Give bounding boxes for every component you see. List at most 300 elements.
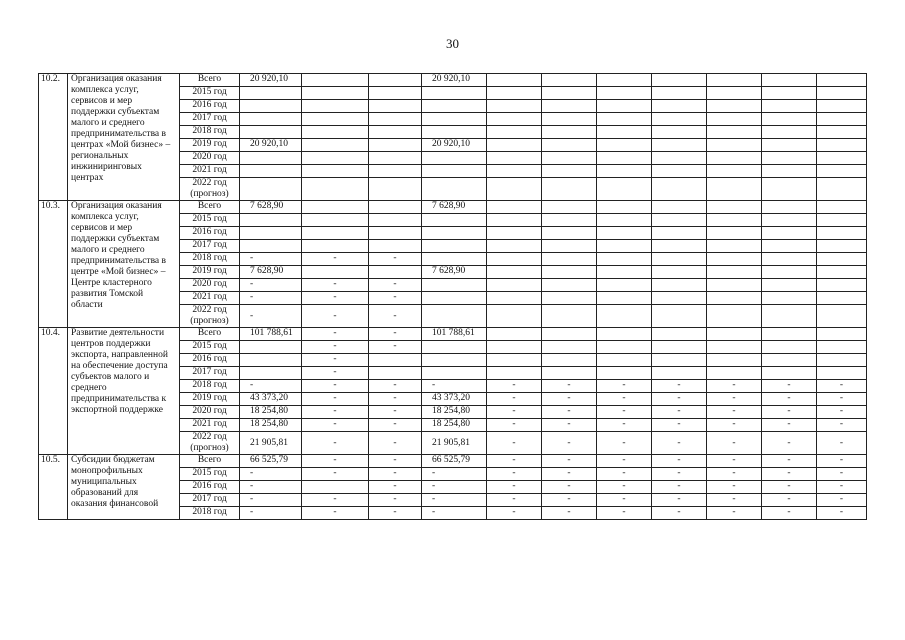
value-cell: -: [369, 419, 422, 432]
value-cell: [597, 152, 652, 165]
value-cell: -: [817, 380, 867, 393]
year-cell: 2017 год: [180, 367, 240, 380]
value-cell: [240, 178, 302, 201]
value-cell: [597, 292, 652, 305]
value-cell: [762, 139, 817, 152]
value-cell: 18 254,80: [422, 406, 487, 419]
value-cell: [542, 227, 597, 240]
value-cell: [652, 139, 707, 152]
year-cell: 2019 год: [180, 139, 240, 152]
value-cell: [542, 305, 597, 328]
value-cell: -: [487, 468, 542, 481]
value-cell: -: [302, 367, 369, 380]
value-cell: -: [369, 328, 422, 341]
value-cell: -: [597, 380, 652, 393]
value-cell: 7 628,90: [240, 201, 302, 214]
year-cell: 2017 год: [180, 494, 240, 507]
value-cell: -: [487, 455, 542, 468]
year-cell: 2018 год: [180, 507, 240, 520]
value-cell: -: [707, 393, 762, 406]
year-cell: 2015 год: [180, 341, 240, 354]
value-cell: [817, 227, 867, 240]
value-cell: -: [597, 406, 652, 419]
value-cell: [597, 74, 652, 87]
value-cell: [762, 253, 817, 266]
value-cell: -: [597, 393, 652, 406]
value-cell: [369, 201, 422, 214]
value-cell: [369, 367, 422, 380]
value-cell: [422, 305, 487, 328]
year-cell: 2019 год: [180, 393, 240, 406]
year-cell: 2022 год (прогноз): [180, 178, 240, 201]
value-cell: [542, 240, 597, 253]
value-cell: [762, 292, 817, 305]
value-cell: [762, 305, 817, 328]
value-cell: -: [542, 507, 597, 520]
value-cell: [422, 367, 487, 380]
value-cell: [302, 152, 369, 165]
value-cell: [652, 87, 707, 100]
value-cell: [817, 214, 867, 227]
value-cell: [302, 100, 369, 113]
value-cell: [369, 87, 422, 100]
value-cell: [597, 227, 652, 240]
value-cell: [817, 240, 867, 253]
value-cell: [369, 227, 422, 240]
value-cell: [369, 266, 422, 279]
value-cell: [487, 279, 542, 292]
value-cell: -: [762, 455, 817, 468]
value-cell: [762, 165, 817, 178]
value-cell: [487, 100, 542, 113]
value-cell: [422, 214, 487, 227]
value-cell: [542, 292, 597, 305]
value-cell: -: [542, 455, 597, 468]
value-cell: [597, 139, 652, 152]
program-funding-table: [38, 73, 867, 520]
value-cell: [542, 253, 597, 266]
value-cell: -: [487, 380, 542, 393]
value-cell: [240, 152, 302, 165]
value-cell: [817, 266, 867, 279]
value-cell: [542, 74, 597, 87]
value-cell: [369, 139, 422, 152]
value-cell: -: [369, 393, 422, 406]
value-cell: -: [302, 468, 369, 481]
value-cell: [597, 113, 652, 126]
value-cell: -: [487, 432, 542, 455]
value-cell: -: [487, 406, 542, 419]
value-cell: [542, 279, 597, 292]
value-cell: -: [762, 419, 817, 432]
value-cell: [652, 227, 707, 240]
value-cell: [652, 152, 707, 165]
value-cell: [762, 367, 817, 380]
value-cell: [369, 152, 422, 165]
value-cell: [422, 227, 487, 240]
value-cell: [762, 201, 817, 214]
value-cell: [302, 165, 369, 178]
year-cell: 2018 год: [180, 126, 240, 139]
value-cell: [369, 214, 422, 227]
year-cell: Всего: [180, 201, 240, 214]
value-cell: [652, 279, 707, 292]
value-cell: -: [762, 380, 817, 393]
value-cell: [652, 201, 707, 214]
value-cell: [707, 214, 762, 227]
value-cell: [597, 240, 652, 253]
value-cell: -: [542, 393, 597, 406]
value-cell: -: [240, 292, 302, 305]
value-cell: [240, 367, 302, 380]
value-cell: -: [240, 468, 302, 481]
year-cell: 2018 год: [180, 380, 240, 393]
value-cell: -: [240, 305, 302, 328]
value-cell: -: [240, 253, 302, 266]
value-cell: 20 920,10: [240, 74, 302, 87]
year-cell: 2021 год: [180, 165, 240, 178]
value-cell: [652, 266, 707, 279]
table-row: [39, 328, 867, 341]
value-cell: [762, 126, 817, 139]
value-cell: [707, 201, 762, 214]
value-cell: -: [707, 468, 762, 481]
value-cell: [652, 305, 707, 328]
value-cell: -: [302, 432, 369, 455]
value-cell: [487, 253, 542, 266]
value-cell: 66 525,79: [240, 455, 302, 468]
value-cell: [707, 87, 762, 100]
value-cell: [487, 367, 542, 380]
value-cell: -: [762, 507, 817, 520]
value-cell: [597, 253, 652, 266]
value-cell: 101 788,61: [240, 328, 302, 341]
value-cell: -: [487, 393, 542, 406]
value-cell: -: [240, 481, 302, 494]
value-cell: [597, 126, 652, 139]
value-cell: [369, 178, 422, 201]
value-cell: -: [707, 380, 762, 393]
value-cell: 43 373,20: [240, 393, 302, 406]
value-cell: [707, 74, 762, 87]
value-cell: [302, 481, 369, 494]
value-cell: [369, 74, 422, 87]
value-cell: [542, 139, 597, 152]
value-cell: -: [817, 432, 867, 455]
value-cell: [487, 227, 542, 240]
value-cell: [597, 367, 652, 380]
value-cell: -: [817, 494, 867, 507]
value-cell: [302, 227, 369, 240]
value-cell: [422, 292, 487, 305]
value-cell: -: [369, 341, 422, 354]
year-cell: Всего: [180, 74, 240, 87]
year-cell: 2017 год: [180, 113, 240, 126]
year-cell: 2022 год (прогноз): [180, 305, 240, 328]
value-cell: [542, 214, 597, 227]
value-cell: -: [652, 393, 707, 406]
value-cell: -: [542, 468, 597, 481]
value-cell: [597, 100, 652, 113]
value-cell: [597, 165, 652, 178]
value-cell: -: [707, 419, 762, 432]
value-cell: [597, 178, 652, 201]
value-cell: [707, 253, 762, 266]
value-cell: [762, 113, 817, 126]
value-cell: [707, 266, 762, 279]
value-cell: [487, 341, 542, 354]
value-cell: [487, 201, 542, 214]
value-cell: -: [422, 494, 487, 507]
value-cell: [487, 328, 542, 341]
value-cell: -: [707, 406, 762, 419]
value-cell: -: [817, 406, 867, 419]
value-cell: [817, 152, 867, 165]
value-cell: [597, 328, 652, 341]
value-cell: [487, 292, 542, 305]
value-cell: [240, 165, 302, 178]
value-cell: [422, 178, 487, 201]
value-cell: [542, 87, 597, 100]
value-cell: -: [817, 481, 867, 494]
value-cell: [817, 253, 867, 266]
value-cell: [422, 113, 487, 126]
value-cell: 20 920,10: [422, 74, 487, 87]
year-cell: 2016 год: [180, 481, 240, 494]
value-cell: -: [240, 279, 302, 292]
value-cell: -: [302, 455, 369, 468]
year-cell: 2019 год: [180, 266, 240, 279]
value-cell: -: [817, 393, 867, 406]
value-cell: -: [369, 292, 422, 305]
value-cell: [302, 139, 369, 152]
value-cell: [369, 240, 422, 253]
value-cell: [707, 227, 762, 240]
year-cell: 2015 год: [180, 214, 240, 227]
value-cell: [652, 126, 707, 139]
value-cell: -: [240, 507, 302, 520]
value-cell: [240, 227, 302, 240]
value-cell: [597, 354, 652, 367]
year-cell: 2020 год: [180, 279, 240, 292]
value-cell: [707, 178, 762, 201]
value-cell: -: [369, 279, 422, 292]
value-cell: [652, 328, 707, 341]
value-cell: -: [302, 507, 369, 520]
value-cell: [707, 292, 762, 305]
value-cell: [240, 240, 302, 253]
value-cell: [542, 367, 597, 380]
value-cell: [422, 341, 487, 354]
value-cell: [487, 74, 542, 87]
value-cell: [652, 165, 707, 178]
value-cell: -: [597, 494, 652, 507]
value-cell: [652, 100, 707, 113]
year-cell: 2022 год (прогноз): [180, 432, 240, 455]
value-cell: -: [597, 419, 652, 432]
value-cell: -: [542, 432, 597, 455]
value-cell: -: [597, 507, 652, 520]
value-cell: 20 920,10: [422, 139, 487, 152]
value-cell: [762, 341, 817, 354]
value-cell: [817, 74, 867, 87]
value-cell: -: [369, 380, 422, 393]
value-cell: [542, 328, 597, 341]
value-cell: [240, 354, 302, 367]
value-cell: -: [302, 305, 369, 328]
value-cell: -: [369, 253, 422, 266]
value-cell: [302, 240, 369, 253]
value-cell: 18 254,80: [240, 406, 302, 419]
value-cell: [762, 178, 817, 201]
section-number: 10.3.: [39, 201, 68, 328]
value-cell: -: [762, 393, 817, 406]
value-cell: [487, 165, 542, 178]
value-cell: [542, 113, 597, 126]
value-cell: [302, 113, 369, 126]
value-cell: [542, 152, 597, 165]
value-cell: [240, 113, 302, 126]
value-cell: -: [652, 419, 707, 432]
value-cell: -: [707, 455, 762, 468]
value-cell: -: [302, 253, 369, 266]
value-cell: [652, 178, 707, 201]
value-cell: [422, 240, 487, 253]
value-cell: -: [707, 481, 762, 494]
value-cell: [707, 113, 762, 126]
value-cell: [542, 126, 597, 139]
value-cell: [597, 266, 652, 279]
value-cell: 21 905,81: [240, 432, 302, 455]
value-cell: -: [652, 507, 707, 520]
value-cell: -: [302, 406, 369, 419]
year-cell: 2015 год: [180, 87, 240, 100]
year-cell: 2018 год: [180, 253, 240, 266]
value-cell: -: [302, 341, 369, 354]
value-cell: [817, 165, 867, 178]
section-name: Развитие деятельности центров поддержки экспорта, направленной на обеспечение доступа субъектов малого и среднего предпринимательства к экспортной поддержке: [68, 328, 180, 455]
value-cell: 43 373,20: [422, 393, 487, 406]
value-cell: [817, 100, 867, 113]
value-cell: [369, 113, 422, 126]
value-cell: [652, 354, 707, 367]
value-cell: [369, 165, 422, 178]
value-cell: [762, 100, 817, 113]
year-cell: Всего: [180, 455, 240, 468]
value-cell: [302, 87, 369, 100]
value-cell: [302, 266, 369, 279]
value-cell: [240, 126, 302, 139]
value-cell: [762, 227, 817, 240]
value-cell: -: [302, 292, 369, 305]
value-cell: -: [817, 419, 867, 432]
value-cell: [542, 178, 597, 201]
year-cell: 2016 год: [180, 100, 240, 113]
value-cell: [369, 100, 422, 113]
value-cell: -: [302, 279, 369, 292]
value-cell: [240, 341, 302, 354]
value-cell: [817, 292, 867, 305]
value-cell: -: [369, 455, 422, 468]
section-name: Организация оказания комплекса услуг, сервисов и мер поддержки субъектам малого и среднего предпринимательства в центрах «Мой бизнес» – региональных инжиниринговых центрах: [68, 74, 180, 201]
value-cell: 7 628,90: [240, 266, 302, 279]
value-cell: [652, 240, 707, 253]
value-cell: -: [487, 481, 542, 494]
year-cell: 2016 год: [180, 354, 240, 367]
value-cell: -: [240, 494, 302, 507]
value-cell: [652, 214, 707, 227]
table-row: [39, 74, 867, 87]
value-cell: [762, 152, 817, 165]
value-cell: [762, 328, 817, 341]
value-cell: [597, 305, 652, 328]
value-cell: -: [369, 406, 422, 419]
value-cell: -: [302, 494, 369, 507]
value-cell: [240, 214, 302, 227]
value-cell: -: [762, 468, 817, 481]
value-cell: [817, 328, 867, 341]
value-cell: -: [817, 468, 867, 481]
value-cell: [707, 341, 762, 354]
value-cell: [762, 214, 817, 227]
table-row: [39, 201, 867, 214]
value-cell: -: [369, 507, 422, 520]
value-cell: [487, 126, 542, 139]
year-cell: 2021 год: [180, 419, 240, 432]
value-cell: [487, 139, 542, 152]
value-cell: -: [369, 481, 422, 494]
value-cell: -: [487, 419, 542, 432]
value-cell: [762, 279, 817, 292]
value-cell: [707, 240, 762, 253]
value-cell: [422, 165, 487, 178]
value-cell: [240, 100, 302, 113]
value-cell: -: [302, 380, 369, 393]
value-cell: [422, 100, 487, 113]
value-cell: 20 920,10: [240, 139, 302, 152]
value-cell: [422, 354, 487, 367]
value-cell: -: [597, 468, 652, 481]
value-cell: -: [707, 432, 762, 455]
value-cell: [487, 113, 542, 126]
year-cell: 2017 год: [180, 240, 240, 253]
value-cell: [707, 139, 762, 152]
value-cell: [817, 178, 867, 201]
value-cell: [652, 74, 707, 87]
value-cell: [542, 354, 597, 367]
value-cell: [707, 305, 762, 328]
value-cell: -: [652, 380, 707, 393]
value-cell: -: [597, 481, 652, 494]
table-row: [39, 455, 867, 468]
year-cell: 2021 год: [180, 292, 240, 305]
value-cell: -: [652, 468, 707, 481]
value-cell: [652, 341, 707, 354]
value-cell: [422, 87, 487, 100]
value-cell: [487, 354, 542, 367]
value-cell: [302, 74, 369, 87]
value-cell: -: [817, 455, 867, 468]
value-cell: [542, 341, 597, 354]
year-cell: 2016 год: [180, 227, 240, 240]
value-cell: [597, 279, 652, 292]
value-cell: -: [302, 419, 369, 432]
value-cell: 7 628,90: [422, 266, 487, 279]
value-cell: [369, 354, 422, 367]
value-cell: -: [542, 481, 597, 494]
year-cell: 2020 год: [180, 152, 240, 165]
value-cell: -: [542, 419, 597, 432]
